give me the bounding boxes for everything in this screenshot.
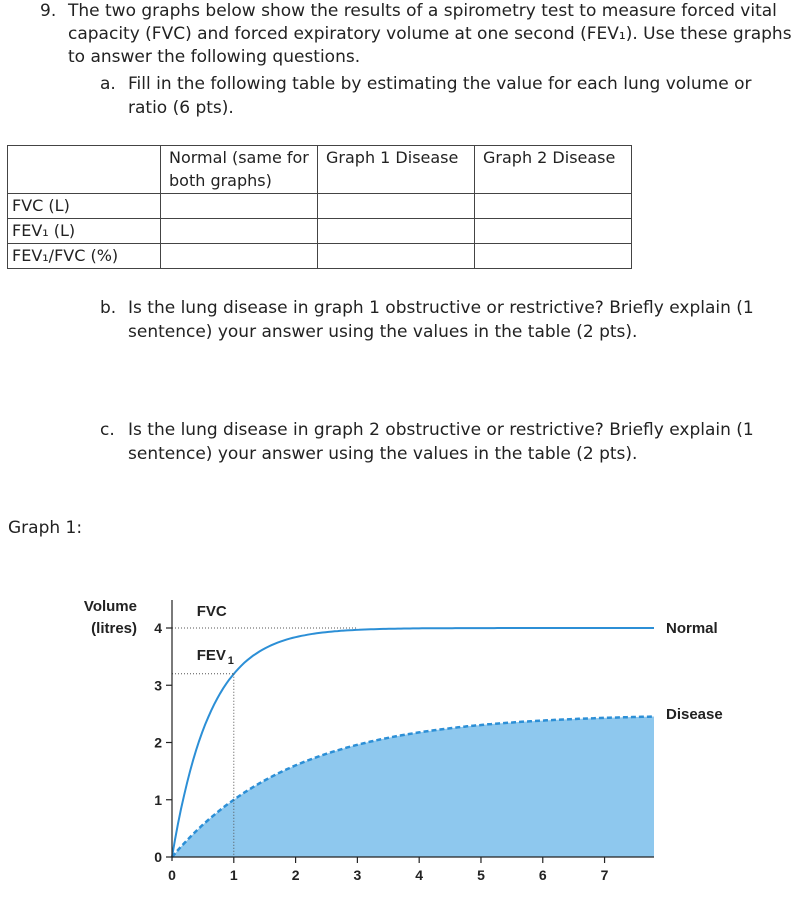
plot-area [154,600,723,883]
table-header-cell: Normal (same for both graphs) [161,146,318,194]
table-header-row [8,146,632,194]
y-tick-label: 4 [154,620,162,636]
fev1-subscript: 1 [227,655,234,667]
table-header-cell: Graph 2 Disease [475,146,632,194]
question-number: 9. [40,1,57,21]
answer-cell[interactable] [475,219,632,244]
table-row [8,219,632,244]
answer-cell[interactable] [475,244,632,269]
x-tick-label: 0 [168,867,176,883]
x-tick-label: 3 [353,867,362,883]
table-row [8,194,632,219]
y-axis-label-line2: (litres) [91,620,137,637]
x-tick-label: 6 [538,867,547,883]
answer-cell[interactable] [318,244,475,269]
part-a-text: Fill in the following table by estimating the value for each lung volume or ratio (6 pts). [128,74,752,118]
part-c-text: Is the lung disease in graph 2 obstructive or restrictive? Briefly explain (1 sentence) your answer using the values in the table (2 pts). [128,420,754,464]
x-tick-label: 2 [291,867,300,883]
part-a-letter: a. [100,74,116,94]
row-label: FVC (L) [8,194,161,219]
table-header-cell: Graph 1 Disease [318,146,475,194]
fev1-annotation: FEV [196,647,226,664]
part-b-text: Is the lung disease in graph 1 obstructive or restrictive? Briefly explain (1 sentence) your answer using the values in the table (2 pts). [128,298,754,342]
graph-label: Graph 1: [8,518,83,538]
y-tick-label: 2 [154,734,162,751]
y-tick-label: 0 [154,849,162,865]
x-tick-label: 1 [229,867,238,883]
answer-cell[interactable] [161,194,318,219]
disease-area [172,717,654,858]
y-axis-label-line1: Volume [83,598,137,615]
spirometry-chart [0,580,795,904]
part-b-letter: b. [100,298,117,318]
answer-cell[interactable] [161,219,318,244]
x-tick-label: 5 [477,867,485,883]
answer-cell[interactable] [161,244,318,269]
x-tick-label: 7 [600,867,609,883]
legend-normal-label: Normal [666,620,718,637]
legend-disease-label: Disease [666,705,723,723]
x-tick-label: 4 [415,867,424,883]
fvc-annotation: FVC [196,603,227,620]
y-tick-label: 3 [154,677,162,694]
answer-cell[interactable] [475,194,632,219]
question-text: The two graphs below show the results of a spirometry test to measure forced vital capacity (FVC) and forced expiratory volume at one second (FEV₁). Use these graphs to answer the following questions. [68,1,792,67]
answer-cell[interactable] [318,194,475,219]
part-c-letter: c. [100,420,115,440]
row-label: FEV₁ (L) [8,219,161,244]
answer-table [7,145,632,269]
row-label: FEV₁/FVC (%) [8,244,161,269]
table-row [8,244,632,269]
answer-cell[interactable] [318,219,475,244]
y-tick-label: 1 [154,791,162,808]
table-header-cell [8,146,161,194]
